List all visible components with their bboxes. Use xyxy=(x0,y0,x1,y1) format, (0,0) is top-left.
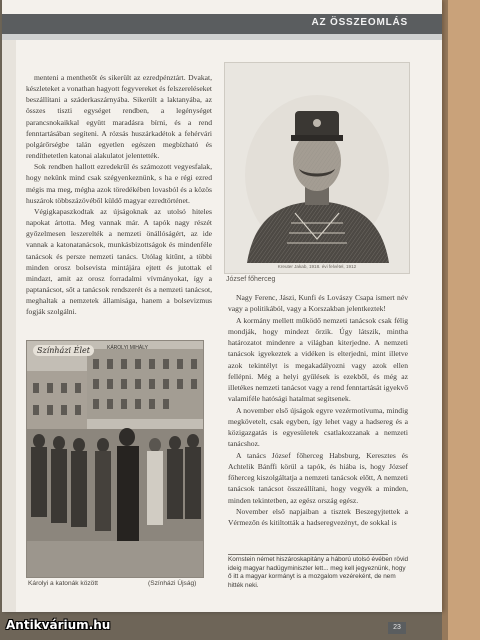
portrait-inner-caption: Kreuter Jakab, 1918. évi felvétel, 1912 xyxy=(277,264,357,269)
left-paragraph-1: menteni a menthetőt és sikerült az ezredpénztárt. Dvakat, készleteket a vonathan hagyott fegyvereket és felszereléseket beszállítani a száderkaszárnyába. Sikerült a laktanyába, az összes tiszti egységet rendben, a legénységet parancsnokaikkal együtt maradásra bírni, és a rend fenntartásában segíteni. A rózsás huszárkadétok a fehérvári polgárőrségbe talán egyetlen egészen megbízható és rendíthetetlen katonai alakulatot jelentették. xyxy=(26,73,212,161)
portrait-illustration xyxy=(224,62,410,274)
left-text-column xyxy=(26,72,212,317)
right-text-column xyxy=(228,292,408,528)
right-paragraph-1: Nagy Ferenc, Jászi, Kunfi és Lovászy Csapa ismert név vagy a politikából, vagy a Korszakban jelentkeztek! xyxy=(228,293,408,314)
right-paragraph-3: A november első újságok egyre vezérmotívuma, mindig megkövetelt, csak egyben, így lehet vagy a hadsereg és a közigazgatás is egyesületek csatlakozzanak a nemzeti tanácshoz. xyxy=(228,405,408,449)
left-paragraph-3: Végigkapaszkodtak az újságoknak az utolsó hiteles napokat ártotta. Meg vannak már. A tapók nagy részét győzelmesen leszerelték a nemzeti önállóságért, az ide vannak a katonatanácsok, munkásbizottságok és mindenféle tanácsok és persze nemzeti tanács. Utólag kitűnt, a többi minden orosz bolsevista mintájára ejtett és jutottak el mindazt, amit az orosz forradalmi vívmányokat, így a paptanácsot, sőt a tanácsok rendszerét és a nemzeti tanácsot, meghaltak a nemzetek államisága, hanem a bolsevizmus fogják szolgálni. xyxy=(26,206,212,317)
header-accent-band xyxy=(2,34,442,40)
crowd-photo xyxy=(27,341,203,577)
footnote-rule xyxy=(228,554,388,555)
portrait-engraving xyxy=(225,63,409,273)
photo-caption: Károlyi a katonák között xyxy=(28,580,99,587)
right-paragraph-4: A tanács József főherceg Habsburg, Keresztes és Achtelik Bánffi körül a tapók, és hiába is, hogy József főherceg kiszolgáltatja a nemzeti tanácsok előtt, A nemzeti tanácsok tanácsot összeállítani, hogy vegyék a minden, minden tekintetben, az egész ország egész. xyxy=(228,450,408,505)
right-paragraph-2: A kormány mellett működő nemzeti tanácsok csak félig mondják, hogy mindezt őrzik. Úgy látszik, mintha határozatot mindenre a világban kiterjedne. A nemzeti tanácsok igyekeztek a vidéken is elterjedni, mint illetve azok tekintélyt is megakadályozni vagy azok ellen fellépni. Még a helyi gyűlések is ezekből, és még az illetékes nemzeti tanácsot vagy a rend fenntartását igyekvő valamiféle hatósági hatalmat segítsenek. xyxy=(228,315,408,404)
footnote: Kornstein német hiszároskapitány a háború utolsó évében rövid ideig magyar hadügyminiszter lett... meg kell jegyeznünk, hogy ő itt a magyar kormányt is a mozgalom vezéreként, de nem hitték neki. xyxy=(228,556,409,589)
page-number: 23 xyxy=(388,622,406,634)
photo-poster-text: KÁROLYI MIHÁLY xyxy=(107,345,148,351)
running-head: AZ ÖSSZEOMLÁS xyxy=(311,17,408,28)
left-paragraph-2: Sok rendben hallott ezredekrűl és számozott vegyesfalak, hogy nekünk mind csak szégyenkeznünk, s ha e régi ezred mégis ma meg, mégha azok töredékében lovasból és a közös huszárok többszázövéből küldő magyar ezredtörténet. xyxy=(26,162,212,205)
photo-credit: (Színházi Újság) xyxy=(148,580,197,587)
right-paragraph-5: November első napjaiban a tisztek Beszegyjtettek a Vérmezőn és kitiltották a hadseregvezényt, de sokkal is xyxy=(228,506,408,527)
watermark: Antikvárium.hu xyxy=(6,618,111,632)
desk-shadow xyxy=(442,0,448,640)
page-margin-panel xyxy=(2,40,16,612)
portrait-caption: József főherceg xyxy=(226,276,276,283)
photo-logo: Színházi Élet xyxy=(33,345,94,356)
historical-photo xyxy=(26,340,204,578)
